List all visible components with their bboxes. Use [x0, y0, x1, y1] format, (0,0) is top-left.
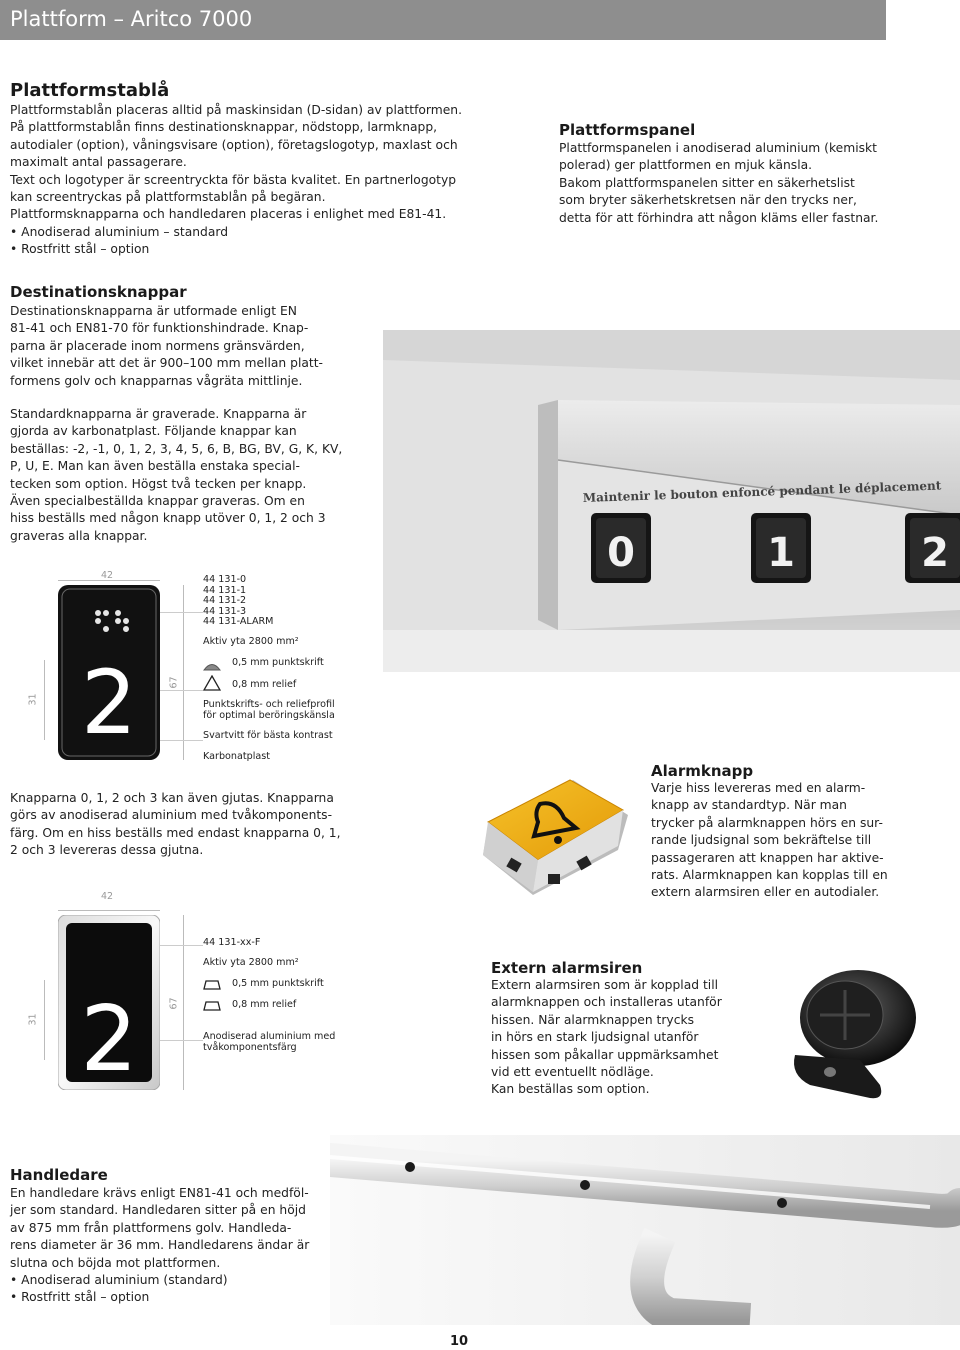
- panel-engraved-label: Maintenir le bouton enfoncé pendant le déplacement: [582, 478, 942, 505]
- dimension-width-label: 42: [101, 570, 114, 581]
- dimension-inner-label: 31: [27, 693, 39, 706]
- button-drawing: [58, 585, 160, 760]
- text-line: Kan beställas som option.: [491, 1082, 650, 1097]
- text-line: beställas: -2, -1, 0, 1, 2, 3, 4, 5, 6, B, BG, BV, G, K, KV,: [10, 441, 343, 456]
- text-line: parna är placerade inom normens gränsvärden,: [10, 338, 305, 353]
- bullet-item: • Rostfritt stål – option: [10, 1289, 309, 1306]
- text-line: graveras alla knappar.: [10, 528, 148, 543]
- button-digit: 2: [81, 651, 137, 754]
- braille-label: 0,5 mm punktskrift: [232, 657, 324, 668]
- gjutna-knappar-text: [10, 790, 341, 860]
- button-figure-2: [58, 915, 160, 1090]
- button-digit: 2: [80, 987, 138, 1090]
- section-heading-plattformstabla: Plattformstablå: [10, 80, 170, 101]
- text-line: alarmknappen och installeras utanför: [491, 995, 722, 1010]
- text-line: som bryter säkerhetskretsen när den trycks ner,: [559, 193, 857, 208]
- text-line: Extern alarmsiren som är kopplad till: [491, 978, 719, 992]
- text-line: knapp av standardtyp. När man: [651, 798, 847, 813]
- leader-line: [160, 740, 203, 741]
- text-line: gjorda av karbonatplast. Följande knappar kan: [10, 424, 297, 439]
- text-line: P, U, E. Man kan även beställa enstaka special-: [10, 459, 300, 474]
- plattformspanel-text: [559, 140, 878, 227]
- part-number: 44 131-xx-F: [203, 937, 261, 948]
- panel-illustration: [383, 330, 960, 672]
- text-line: tecken som option. Högst två tecken per knapp.: [10, 476, 307, 491]
- panel-button-label: 1: [767, 530, 795, 576]
- text-line: hissen. När alarmknappen trycks: [491, 1012, 694, 1027]
- siren-photo: [740, 960, 940, 1105]
- handledare-text: [10, 1185, 309, 1307]
- button-drawing: [58, 915, 160, 1090]
- text-line: passageraren att knappen har aktive-: [651, 850, 884, 865]
- handrail-photo: [330, 1135, 960, 1325]
- text-line: maximalt antal passagerare.: [10, 155, 187, 170]
- part-number: 44 131-3: [203, 605, 247, 617]
- text-line: extern alarmsiren eller en autodialer.: [651, 885, 880, 900]
- page-number: 10: [450, 1334, 469, 1349]
- text-line: rande ljudsignal som bekräftelse till: [651, 833, 872, 848]
- leader-line: [160, 612, 203, 613]
- text-line: jer som standard. Handledaren sitter på en höjd: [10, 1203, 306, 1218]
- button-figure-1: [58, 585, 160, 760]
- destinationsknappar-text-2: [10, 406, 342, 545]
- text-line: av 875 mm från plattformens golv. Handleda-: [10, 1220, 292, 1235]
- profile-label: [203, 700, 335, 721]
- panel-button-label: 2: [921, 530, 949, 576]
- part-number: 44 131-ALARM: [203, 616, 274, 627]
- braille-profile-icon: [203, 656, 221, 668]
- destinationsknappar-text: [10, 303, 323, 390]
- material-label: Karbonatplast: [203, 751, 271, 762]
- material-label: [203, 1032, 335, 1053]
- text-line: Punktskrifts- och reliefprofil: [203, 699, 335, 710]
- bullet-item: • Rostfritt stål – option: [10, 241, 462, 258]
- text-line: Plattformspanelen i anodiserad aluminium (kemiskt: [559, 141, 877, 155]
- text-line: hiss beställs med någon knapp utöver 0, 1, 2 och 3: [10, 511, 326, 526]
- text-line: Plattformstablån placeras alltid på maskinsidan (D-sidan) av plattformen.: [10, 103, 463, 117]
- text-line: Bakom plattformspanelen sitter en säkerhetslist: [559, 175, 855, 190]
- text-line: Även specialbeställda knappar graveras. Om en: [10, 494, 305, 509]
- page-header-title: Plattform – Aritco 7000: [10, 7, 253, 31]
- text-line: detta för att förhindra att någon kläms eller fastnar.: [559, 210, 879, 225]
- braille-label: 0,5 mm punktskrift: [232, 978, 324, 989]
- dimension-height-label: 67: [168, 676, 180, 689]
- section-heading-alarmknapp: Alarmknapp: [651, 762, 754, 780]
- dimension-line-inner: [44, 980, 45, 1060]
- text-line: görs av anodiserad aluminium med tvåkomponents-: [10, 808, 333, 823]
- bullet-item: • Anodiserad aluminium (standard): [10, 1272, 309, 1289]
- active-area-label: Aktiv yta 2800 mm²: [203, 636, 299, 647]
- text-line: slutna och böjda mot plattformen.: [10, 1255, 221, 1270]
- dimension-line-inner: [44, 660, 45, 740]
- dimension-line-height: [183, 915, 184, 1090]
- alarm-button-illustration: [478, 770, 638, 900]
- text-line: Knapparna 0, 1, 2 och 3 kan även gjutas. Knapparna: [10, 791, 334, 805]
- text-line: Destinationsknapparna är utformade enligt EN: [10, 304, 297, 318]
- text-line: vid ett eventuellt nödläge.: [491, 1065, 654, 1080]
- text-line: Anodiserad aluminium med: [203, 1031, 336, 1042]
- part-number-list: [203, 575, 273, 628]
- dimension-inner-label: 31: [27, 1013, 39, 1026]
- text-line: 2 och 3 levereras dessa gjutna.: [10, 843, 204, 858]
- part-number: 44 131-1: [203, 584, 247, 596]
- text-line: formens golv och knapparnas vågräta mittlinje.: [10, 373, 303, 388]
- relief-triangle-icon: [203, 675, 221, 691]
- active-area-label: Aktiv yta 2800 mm²: [203, 957, 299, 968]
- text-line: hissen som påkallar uppmärksamhet: [491, 1047, 719, 1062]
- text-line: Text och logotyper är screentryckta för bästa kvalitet. En partnerlogotyp: [10, 172, 457, 187]
- dimension-line-width: [58, 910, 160, 911]
- text-line: Standardknapparna är graverade. Knapparna är: [10, 407, 307, 421]
- text-line: kan screentryckas på plattformstablån på begäran.: [10, 190, 326, 205]
- leader-line: [160, 945, 203, 946]
- section-heading-handledare: Handledare: [10, 1166, 108, 1184]
- dimension-width-label: 42: [101, 891, 114, 902]
- bullet-item: • Anodiserad aluminium – standard: [10, 224, 462, 241]
- relief-label: 0,8 mm relief: [232, 999, 297, 1010]
- leader-line: [160, 1040, 203, 1041]
- relief-label: 0,8 mm relief: [232, 679, 297, 690]
- text-line: färg. Om en hiss beställs med endast knapparna 0, 1,: [10, 825, 341, 840]
- alarm-button-photo: [478, 770, 638, 900]
- part-number: 44 131-2: [203, 595, 247, 606]
- text-line: trycker på alarmknappen hörs en sur-: [651, 815, 883, 830]
- braille-profile-icon: [203, 976, 221, 988]
- text-line: På plattformstablån finns destinationsknappar, nödstopp, larmknapp,: [10, 120, 438, 135]
- alarmknapp-text: [651, 780, 888, 902]
- section-heading-destinationsknappar: Destinationsknappar: [10, 283, 187, 301]
- section-heading-plattformspanel: Plattformspanel: [559, 121, 696, 139]
- handrail-illustration: [330, 1135, 960, 1325]
- text-line: in hörs en stark ljudsignal utanför: [491, 1030, 699, 1045]
- panel-button-label: 0: [607, 530, 635, 576]
- dimension-height-label: 67: [168, 997, 180, 1010]
- contrast-label: Svartvitt för bästa kontrast: [203, 730, 333, 741]
- extern-alarmsiren-text: [491, 977, 722, 1099]
- text-line: En handledare krävs enligt EN81-41 och medföl-: [10, 1186, 309, 1200]
- text-line: Varje hiss levereras med en alarm-: [651, 781, 866, 795]
- text-line: vilket innebär att det är 900–100 mm mellan platt-: [10, 356, 323, 371]
- text-line: rats. Alarmknappen kan kopplas till en: [651, 868, 888, 883]
- platform-panel-photo: [383, 330, 960, 672]
- text-line: tvåkomponentsfärg: [203, 1041, 297, 1053]
- relief-profile-icon: [203, 997, 221, 1009]
- plattformstabla-text: [10, 102, 462, 259]
- text-line: 81-41 och EN81-70 för funktionshindrade. Knap-: [10, 321, 309, 336]
- siren-illustration: [740, 960, 940, 1105]
- text-line: för optimal beröringskänsla: [203, 709, 335, 721]
- text-line: rens diameter är 36 mm. Handledarens ändar är: [10, 1238, 310, 1253]
- leader-line: [160, 690, 203, 691]
- section-heading-extern-alarmsiren: Extern alarmsiren: [491, 959, 643, 977]
- text-line: polerad) ger plattformen en mjuk känsla.: [559, 158, 813, 173]
- text-line: Plattformsknapparna och handledaren placeras i enlighet med E81-41.: [10, 207, 447, 222]
- text-line: autodialer (option), våningsvisare (option), företagslogotyp, maxlast och: [10, 137, 458, 152]
- part-number: 44 131-0: [203, 574, 247, 585]
